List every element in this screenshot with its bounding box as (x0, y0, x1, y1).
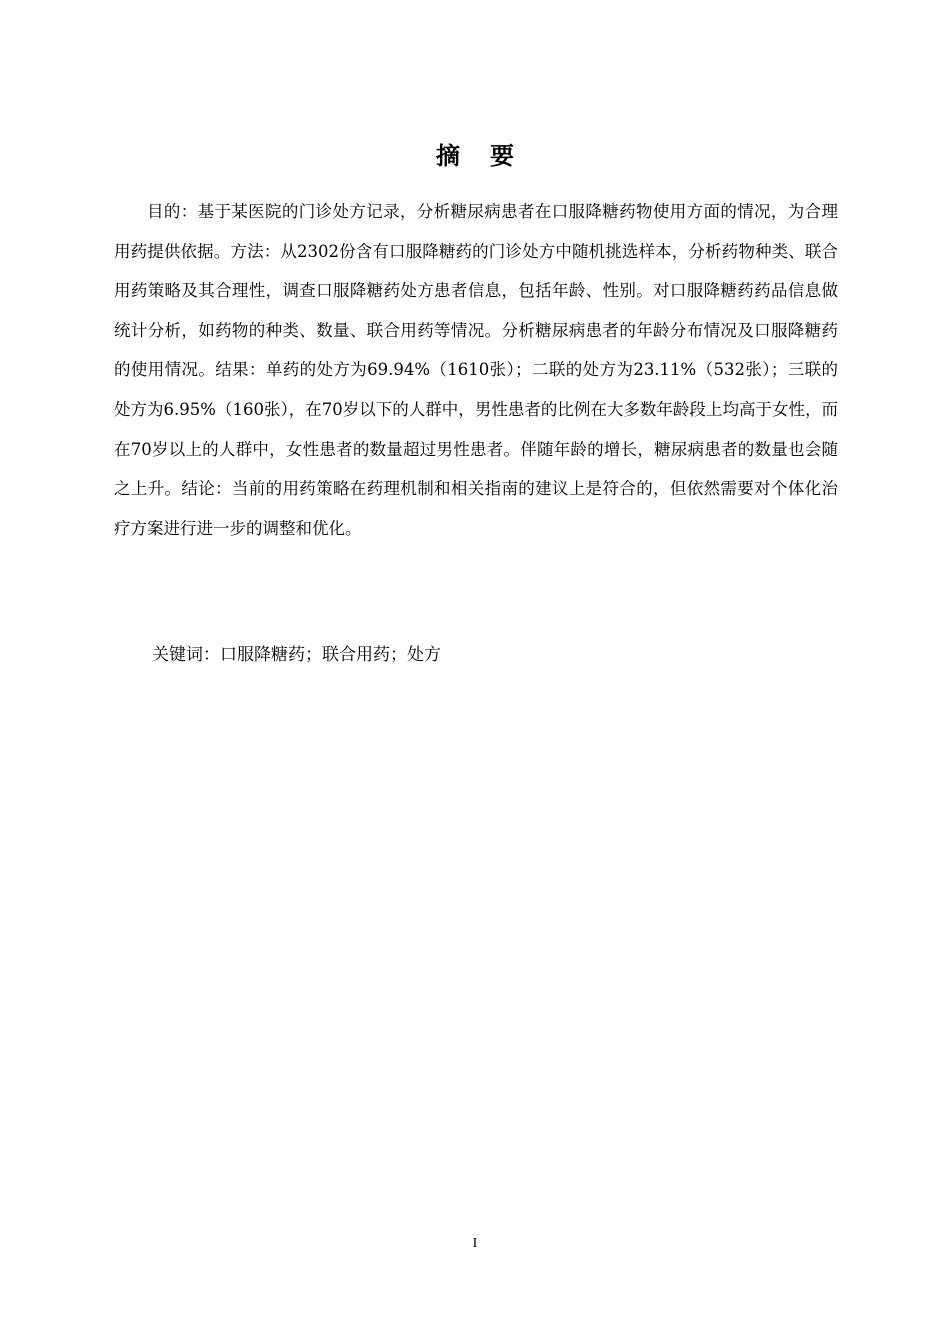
abstract-title: 摘要 (436, 142, 544, 170)
abstract-body: 目的：基于某医院的门诊处方记录，分析糖尿病患者在口服降糖药物使用方面的情况，为合理用药提供依据。方法：从2302份含有口服降糖药的门诊处方中随机挑选样本，分析药物种类、联合用药策略及其合理性，调查口服降糖药处方患者信息，包括年龄、性别。对口服降糖药药品信息做统计分析，如药物的种类、数量、联合用药等情况。分析糖尿病患者的年龄分布情况及口服降糖药的使用情况。结果：单药的处方为69.94%（1610张）；二联的处方为23.11%（532张）；三联的处方为6.95%（160张），在70岁以下的人群中，男性患者的比例在大多数年龄段上均高于女性，而在70岁以上的人群中，女性患者的数量超过男性患者。伴随年龄的增长，糖尿病患者的数量也会随之上升。结论：当前的用药策略在药理机制和相关指南的建议上是符合的，但依然需要对个体化治疗方案进行进一步的调整和优化。 (114, 202, 838, 538)
keywords-line: 关键词：口服降糖药；联合用药；处方 (152, 645, 441, 665)
page-number: I (472, 1236, 478, 1251)
